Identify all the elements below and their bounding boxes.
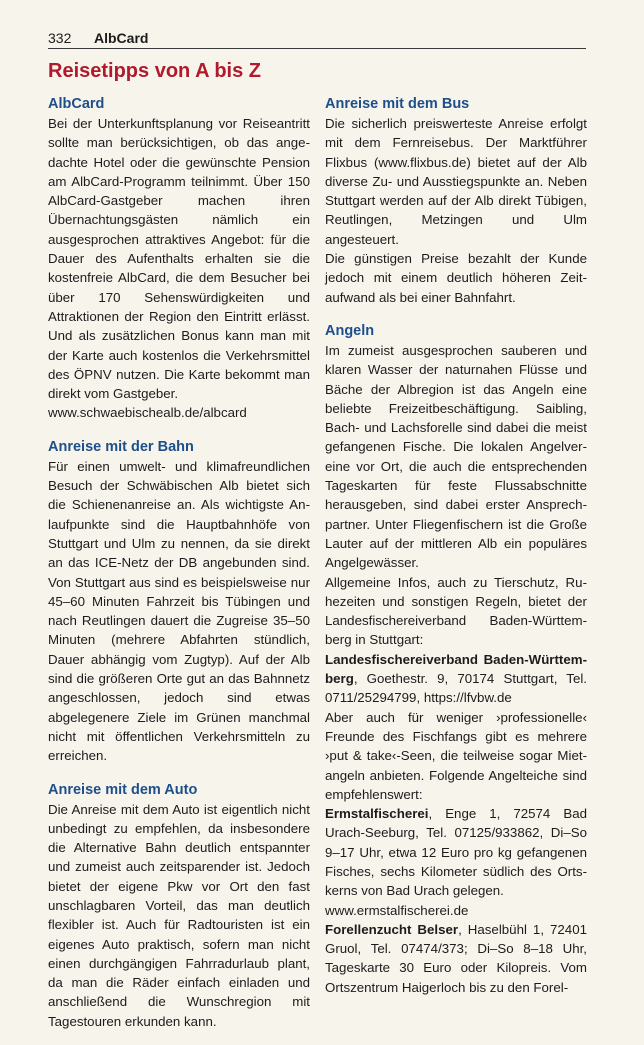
section-body: Für einen umwelt- und klimafreundlichen Besuch der Schwäbischen Alb bietet sich die Schienenanreise an. Als wichtigste Anlaufpunkte sind die Hauptbahnhöfe von Stuttgart und Ulm zu nennen, da sie direkt an das ICE-Netz der DB angebunden sind. Von Stuttgart aus sind es beispielsweise nur 45–60 Minuten Fahrzeit bis Tübingen und nach Reutlingen dauert die Zugreise 35–50 Minuten (mehrere Abfahrten stündlich, Dauer abhängig vom Zugtyp). Auf der Alb sind die größeren Orte gut an das Bahnnetz angeschlossen, jedoch sind etwas abgelegenere Ziele im Grünen manchmal nicht mit öffentlichen Verkehrsmitteln zu erreichen. [48, 458, 310, 764]
section-body: Allgemeine Infos, auch zu Tierschutz, Ruhezeiten und sonstigen Regeln, bietet der Landesfischereiverband Baden-Württemberg in Stuttgart: [325, 574, 587, 648]
belser-name: Forellenzucht Belser [325, 921, 459, 937]
left-column [48, 94, 310, 1045]
section-auto [48, 780, 310, 1032]
section-bahn [48, 437, 310, 766]
section-body: Aber auch für weniger ›professionelle‹ Freunde des Fischfangs gibt es mehrere ›put & take‹-Seen, die teilweise sogar Mietangeln anbieten. Folgende Angelteiche sind empfehlenswert: [325, 709, 587, 802]
belser-details: , Haselbühl 1, 72401 Gruol, Tel. 07474/373; Di–So 8–18 Uhr, Tageskarte 30 Euro oder Kilopreis. Vom Ortszentrum Haigerloch bis zu den Forel- [325, 921, 587, 995]
section-bus [325, 94, 587, 307]
section-albcard [48, 94, 310, 423]
ermstal-name: Ermstalfischerei [325, 806, 429, 822]
ermstal-entry [325, 804, 587, 900]
section-heading: Angeln [325, 322, 375, 339]
section-body: Bei der Unterkunftsplanung vor Reiseantritt sollte man berücksichtigen, ob das angedachte Hotel oder die gewünschte Pension am AlbCard-Programm teilnimmt. Über 150 AlbCard-Gastgeber machen ihren Übernachtungsgästen nämlich ein ausgesprochen attraktives Angebot: für die Dauer des Aufenthalts erhalten sie die kostenfreie AlbCard, die dem Besucher bei über 170 Sehenswürdigkeiten und Attraktionen der Region den Eintritt erlässt. Und als zusätzlichen Bonus kann man mit der Karte auch kostenlos die Verkehrsmittel des ÖPNV nutzen. Die Karte bekommt man direkt vom Gastgeber. [48, 116, 310, 402]
lfv-details: , Goethestr. 9, 70174 Stuttgart, Tel. 0711/25294799, https://lfvbw.de [325, 671, 587, 706]
lfv-name: Landesfischereiverband Baden-Württemberg [325, 651, 587, 687]
section-body: Die günstigen Preise bezahlt der Kunde jedoch mit einem deutlich höheren Zeitaufwand als bei einer Bahnfahrt. [325, 251, 587, 305]
ermstal-details: , Enge 1, 72574 Bad Urach-Seeburg, Tel. 07125/933862, Di–So 9–17 Uhr, etwa 12 Euro pro kg gefangenen Fisches, sechs Kilometer südlich des Ortskerns von Bad Urach gelegen. [325, 806, 587, 899]
section-heading: Anreise mit der Bahn [48, 438, 194, 455]
lfv-entry [325, 650, 587, 708]
ermstal-url: www.ermstalfischerei.de [325, 902, 469, 918]
section-body: Im zumeist ausgesprochen sauberen und klaren Wasser der naturnahen Flüsse und Bäche der Albregion ist das Angeln eine beliebte Freizeitbeschäftigung. Saibling, Bach- und Lachsforelle sind dabei die meist gefangenen Fische. Die lokalen Angelvereine vor Ort, die auch die entsprechenden Tageskarten für feste Flussabschnitte herausgeben, sind dabei erster Ansprechpartner. Unter Fliegenfischern ist die Große Lauter auf der mittleren Alb ein populäres Angelgewässer. [325, 342, 587, 571]
section-body: Die Anreise mit dem Auto ist eigentlich nicht unbedingt zu empfehlen, da insbesondere die Alternative Bahn deutlich entspannter und zumeist auch zeitsparender ist. Jedoch bietet der eigene Pkw vor Ort den fast unschlagbaren Vorteil, das man deutlich flexibler ist. Auch für Radtouristen ist ein eigenes Auto praktisch, sofern man nicht einen durchgängigen Fahrradurlaub plant, da man die Räder einfach einladen und anschließend die Wunschregion mit Tagestouren erkunden kann. [48, 801, 310, 1029]
page-number: 332 [48, 30, 72, 46]
running-head [48, 28, 586, 49]
section-angeln [325, 321, 587, 997]
section-body: Die sicherlich preiswerteste Anreise erfolgt mit dem Fernreisebus. Der Marktführer Flixbus (www.flixbus.de) bietet auf der Alb diverse Zu- und Ausstiegspunkte an. Neben Stuttgart werden auf der Alb direkt Tübigen, Reutlingen, Metzingen und Ulm angesteuert. [325, 116, 587, 247]
section-heading: AlbCard [48, 96, 105, 112]
running-head-section: AlbCard [94, 30, 149, 46]
belser-entry [325, 920, 587, 997]
page-title: Reisetipps von A bis Z [48, 60, 261, 82]
right-column [325, 94, 587, 1011]
section-heading: Anreise mit dem Auto [48, 781, 198, 798]
section-heading: Anreise mit dem Bus [325, 96, 470, 112]
albcard-url: www.schwaebischealb.de/albcard [48, 405, 247, 421]
